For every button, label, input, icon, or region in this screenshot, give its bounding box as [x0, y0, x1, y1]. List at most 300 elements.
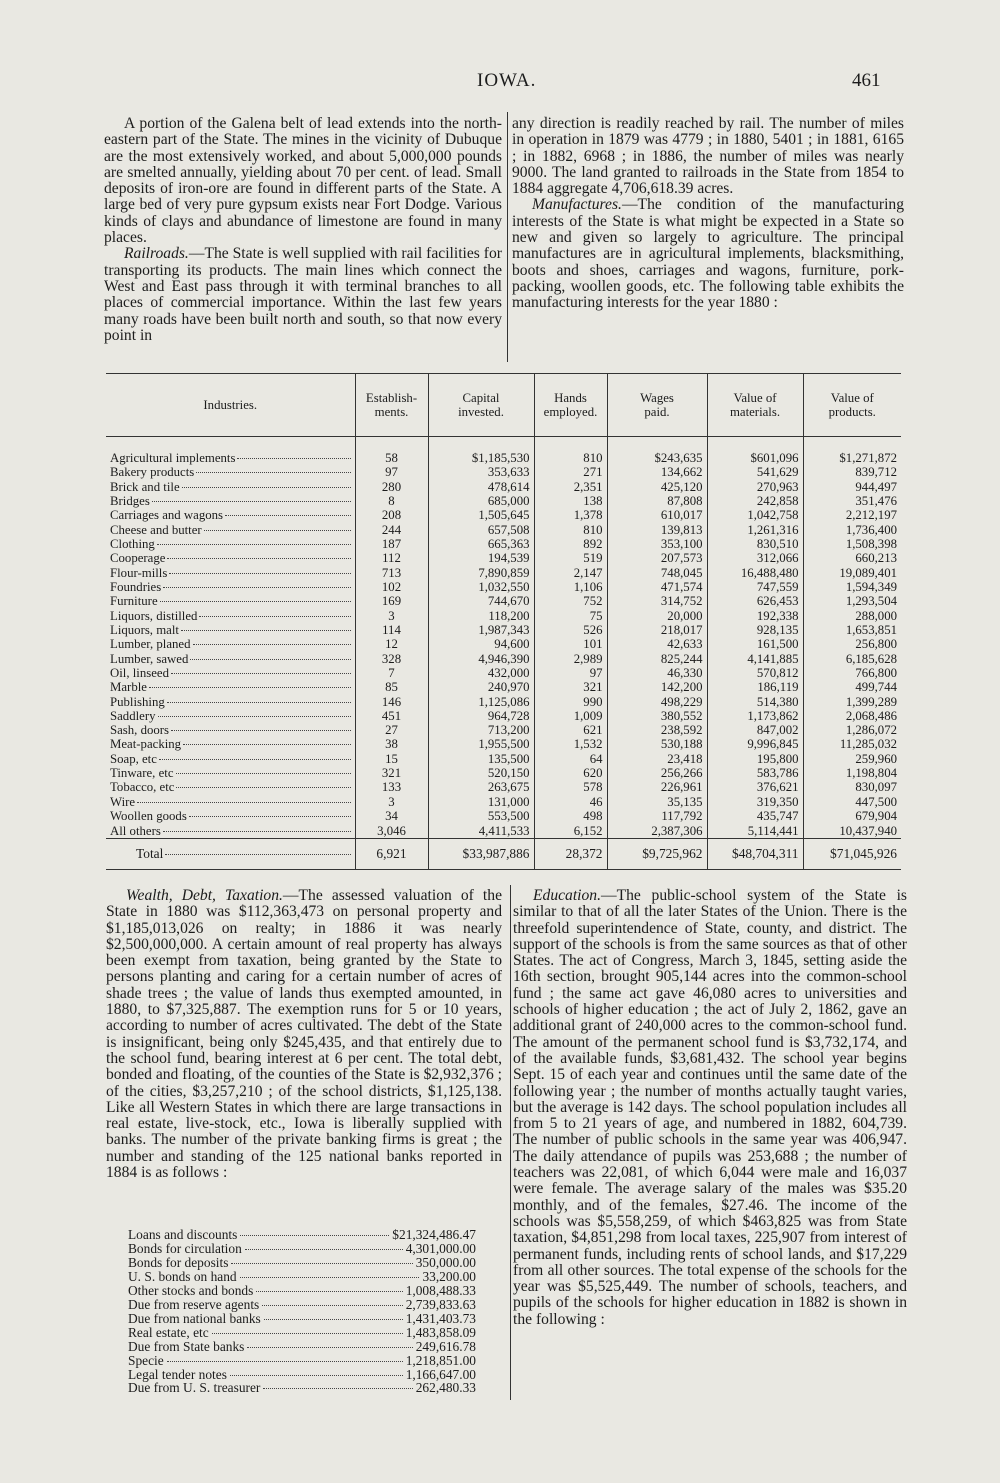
value-cell: 146 — [355, 695, 428, 709]
running-title: IOWA. — [477, 70, 537, 91]
table-row — [106, 795, 901, 809]
industry-name: Agricultural implements — [110, 452, 351, 465]
value-cell: 270,963 — [707, 480, 803, 494]
industry-name: Liquors, distilled — [110, 610, 351, 623]
value-cell: 6,185,628 — [803, 652, 901, 666]
table-row — [106, 508, 901, 522]
value-cell: 752 — [534, 594, 607, 608]
education-text: —The public-school system of the State is similar to that of all the later States of the Union. There is the threefold superintendence of State, county, and district. The support of the schools is from the same sources as that of other States. The act of Congress, March 3, 1845, setting aside the 16th section, brought 905,144 acres into the common-school fund ; the same act gave 46,080 acres to universities and schools of higher education ; the act of July 2, 1862, gave an additional grant of 240,000 acres to the common-school fund. The amount of the permanent school fund is $3,732,174, and of the available funds, $3,681,432. The school year begins Sept. 15 of each year and continues until the same date of the following year ; the number of months actually taught varies, but the average is 142 days. The school population includes all from 5 to 21 years of age, and numbered in 1882, 604,739. The number of public schools in the same year was 406,947. The daily attendance of pupils was 253,688 ; the number of teachers was 22,081, of which 6,044 were male and 16,037 were female. The average salary of the males was $35.20 monthly, and of the females, $27.46. The income of the schools was $5,558,259, of which $463,825 was from State taxation, $4,851,298 from local taxes, 225,907 from interest of permanent funds, including rents of school lands, and $17,229 from all other sources. The total expense of the schools for the year was $5,525,449. The number of schools, teachers, and pupils of the schools for higher education in 1882 is shown in the following : — [513, 887, 907, 1328]
value-cell: 478,614 — [428, 480, 534, 494]
industry-name: Flour-mills — [110, 567, 351, 580]
value-cell: 1,532 — [534, 738, 607, 752]
value-cell: 187 — [355, 537, 428, 551]
value-cell: 1,505,645 — [428, 508, 534, 522]
manufactures-text: —The condition of the manufacturing interests of the State is what might be expected in a State so new and given so largely to agriculture. The principal manufactures are in agricultural implements, blacksmithing, boots and shoes, carriages and wagons, furniture, pork-packing, woollen goods, etc. The following table exhibits the manufacturing interests for the year 1880 : — [512, 196, 904, 312]
value-cell: 583,786 — [707, 766, 803, 780]
industry-name-cell — [106, 508, 355, 522]
value-cell: 665,363 — [428, 537, 534, 551]
bank-item-label: Due from U. S. treasurer — [128, 1380, 261, 1396]
bank-item-label: Due from State banks — [128, 1338, 245, 1354]
value-cell: 46 — [534, 795, 607, 809]
value-cell: 218,017 — [607, 623, 707, 637]
industry-name-cell — [106, 594, 355, 608]
spacer-cell — [607, 437, 707, 452]
bank-item-amount: 33,200.00 — [422, 1268, 476, 1284]
bank-item-label: Loans and discounts — [128, 1227, 238, 1242]
spacer-cell — [428, 437, 534, 452]
industry-name: Bakery products — [110, 466, 351, 479]
value-cell: 75 — [534, 609, 607, 623]
value-cell: 101 — [534, 637, 607, 651]
table-row — [106, 781, 901, 795]
industry-name-cell — [106, 666, 355, 680]
value-cell: 194,539 — [428, 551, 534, 565]
value-cell: 64 — [534, 752, 607, 766]
value-cell: 314,752 — [607, 594, 707, 608]
education-paragraph — [513, 888, 907, 1328]
value-cell: 20,000 — [607, 609, 707, 623]
value-cell: 435,747 — [707, 809, 803, 823]
value-cell: $601,096 — [707, 451, 803, 465]
value-cell: 928,135 — [707, 623, 803, 637]
value-cell: 1,032,550 — [428, 580, 534, 594]
industry-name-cell — [106, 537, 355, 551]
total-label-cell — [106, 839, 355, 870]
value-cell: $1,185,530 — [428, 451, 534, 465]
value-cell: 578 — [534, 781, 607, 795]
bank-item-amount: 1,166,647.00 — [405, 1366, 476, 1382]
value-cell: 526 — [534, 623, 607, 637]
table-row — [106, 637, 901, 651]
value-cell: 713 — [355, 566, 428, 580]
bank-item-label: Bonds for circulation — [128, 1240, 242, 1256]
industry-name: Cooperage — [110, 552, 351, 565]
bank-item — [128, 1242, 476, 1256]
value-cell: 1,955,500 — [428, 738, 534, 752]
value-cell: 118,200 — [428, 609, 534, 623]
value-cell: 23,418 — [607, 752, 707, 766]
industry-name-cell — [106, 709, 355, 723]
value-cell: 16,488,480 — [707, 566, 803, 580]
value-cell: 8 — [355, 494, 428, 508]
bank-item — [128, 1228, 476, 1242]
industry-name: Wire — [110, 796, 351, 809]
column-header: Establish- ments. — [355, 374, 428, 437]
value-cell: 15 — [355, 752, 428, 766]
value-cell: 3 — [355, 795, 428, 809]
table-total-row — [106, 839, 901, 870]
value-cell: 530,188 — [607, 738, 707, 752]
value-cell: 353,633 — [428, 465, 534, 479]
value-cell: 830,097 — [803, 781, 901, 795]
manufacturing-table — [106, 373, 901, 870]
industry-name-cell — [106, 609, 355, 623]
value-cell: 514,380 — [707, 695, 803, 709]
industry-name-cell — [106, 795, 355, 809]
bank-item-label: Bonds for deposits — [128, 1254, 229, 1270]
value-cell: 35,135 — [607, 795, 707, 809]
value-cell: 11,285,032 — [803, 738, 901, 752]
dot-leader — [167, 1361, 403, 1362]
value-cell: 238,592 — [607, 723, 707, 737]
manufactures-heading: Manufactures. — [532, 196, 622, 214]
bottom-left-column — [106, 888, 502, 1181]
value-cell: 169 — [355, 594, 428, 608]
bank-item-amount: 4,301,000.00 — [405, 1240, 476, 1256]
table-row — [106, 809, 901, 823]
value-cell: 312,066 — [707, 551, 803, 565]
value-cell: 38 — [355, 738, 428, 752]
value-cell: 2,351 — [534, 480, 607, 494]
value-cell: 447,500 — [803, 795, 901, 809]
total-value-cell: $33,987,886 — [428, 839, 534, 870]
industry-name: Sash, doors — [110, 724, 351, 737]
column-divider-bottom — [510, 885, 511, 1400]
page-header — [0, 70, 1000, 94]
value-cell: 2,212,197 — [803, 508, 901, 522]
industry-name: Woollen goods — [110, 810, 351, 823]
value-cell: 685,000 — [428, 494, 534, 508]
industry-name: Soap, etc — [110, 753, 351, 766]
dot-leader — [212, 1333, 403, 1334]
railroads-paragraph — [104, 246, 502, 344]
industry-name: Oil, linseed — [110, 667, 351, 680]
value-cell: 620 — [534, 766, 607, 780]
table-header-row — [106, 374, 901, 437]
value-cell: 432,000 — [428, 666, 534, 680]
value-cell: 1,508,398 — [803, 537, 901, 551]
industry-name-cell — [106, 695, 355, 709]
value-cell: 498 — [534, 809, 607, 823]
industry-name-cell — [106, 465, 355, 479]
value-cell: 1,042,758 — [707, 508, 803, 522]
value-cell: 117,792 — [607, 809, 707, 823]
table-row — [106, 465, 901, 479]
table-row — [106, 824, 901, 839]
railroads-text: —The State is well supplied with rail facilities for transporting its products. The main lines which connect the West and East pass through it with terminal branches to all places of commercial importance. Within the last few years many roads have been built north and south, so that now every point in — [104, 245, 502, 344]
value-cell: 892 — [534, 537, 607, 551]
value-cell: 541,629 — [707, 465, 803, 479]
column-header: Capital invested. — [428, 374, 534, 437]
industry-name-cell — [106, 752, 355, 766]
value-cell: 3 — [355, 609, 428, 623]
dot-leader — [240, 1235, 389, 1236]
value-cell: 192,338 — [707, 609, 803, 623]
bank-item-amount: 249,616.78 — [415, 1338, 476, 1354]
bank-item-label: U. S. bonds on hand — [128, 1268, 237, 1284]
industry-name: Carriages and wagons — [110, 509, 351, 522]
bank-item-amount: 350,000.00 — [415, 1254, 476, 1270]
value-cell: 610,017 — [607, 508, 707, 522]
spacer-cell — [534, 437, 607, 452]
wealth-paragraph — [106, 888, 502, 1181]
table-row — [106, 594, 901, 608]
industry-name-cell — [106, 809, 355, 823]
value-cell: 19,089,401 — [803, 566, 901, 580]
industry-name-cell — [106, 766, 355, 780]
value-cell: 425,120 — [607, 480, 707, 494]
value-cell: 380,552 — [607, 709, 707, 723]
value-cell: 256,800 — [803, 637, 901, 651]
industry-name-cell — [106, 652, 355, 666]
railroads-heading: Railroads. — [124, 245, 189, 263]
table-row — [106, 451, 901, 465]
value-cell: 226,961 — [607, 781, 707, 795]
value-cell: 1,286,072 — [803, 723, 901, 737]
value-cell: 240,970 — [428, 680, 534, 694]
value-cell: 6,152 — [534, 824, 607, 839]
table-row — [106, 523, 901, 537]
table-row — [106, 766, 901, 780]
value-cell: 748,045 — [607, 566, 707, 580]
bank-item — [128, 1270, 476, 1284]
bank-item-label: Specie — [128, 1352, 164, 1368]
value-cell: 7,890,859 — [428, 566, 534, 580]
value-cell: 810 — [534, 451, 607, 465]
value-cell: 4,141,885 — [707, 652, 803, 666]
bank-item — [128, 1284, 476, 1298]
value-cell: 1,378 — [534, 508, 607, 522]
table-row — [106, 623, 901, 637]
table-row — [106, 652, 901, 666]
value-cell: 280 — [355, 480, 428, 494]
value-cell: 847,002 — [707, 723, 803, 737]
value-cell: 657,508 — [428, 523, 534, 537]
value-cell: 2,387,306 — [607, 824, 707, 839]
manufactures-paragraph — [512, 197, 904, 311]
industry-name: Furniture — [110, 595, 351, 608]
industry-name-cell — [106, 494, 355, 508]
value-cell: 134,662 — [607, 465, 707, 479]
value-cell: 1,198,804 — [803, 766, 901, 780]
value-cell: 7 — [355, 666, 428, 680]
value-cell: 288,000 — [803, 609, 901, 623]
industry-name: Liquors, malt — [110, 624, 351, 637]
value-cell: 256,266 — [607, 766, 707, 780]
value-cell: 97 — [355, 465, 428, 479]
value-cell: 660,213 — [803, 551, 901, 565]
value-cell: 553,500 — [428, 809, 534, 823]
value-cell: 376,621 — [707, 781, 803, 795]
table-spacer-row — [106, 437, 901, 452]
value-cell: 2,989 — [534, 652, 607, 666]
dot-leader — [231, 1263, 412, 1264]
bank-item — [128, 1256, 476, 1270]
education-heading: Education. — [533, 887, 601, 904]
value-cell: 520,150 — [428, 766, 534, 780]
industry-name-cell — [106, 480, 355, 494]
value-cell: 319,350 — [707, 795, 803, 809]
industry-name-cell — [106, 680, 355, 694]
industry-name: Clothing — [110, 538, 351, 551]
value-cell: 139,813 — [607, 523, 707, 537]
spacer-cell — [355, 437, 428, 452]
industry-name-cell — [106, 781, 355, 795]
total-value-cell: $48,704,311 — [707, 839, 803, 870]
value-cell: 471,574 — [607, 580, 707, 594]
column-header: Value of materials. — [707, 374, 803, 437]
spacer-cell — [707, 437, 803, 452]
railroads-continued-paragraph: any direction is readily reached by rail. The number of miles in operation in 1879 was 4779 ; in 1880, 5401 ; in 1881, 6165 ; in 1882, 6968 ; in 1886, the number of miles was nearly 9000. The land granted to railroads in the State from 1854 to 1884 aggregate 4,706,618.39 acres. — [512, 115, 904, 198]
value-cell: 244 — [355, 523, 428, 537]
value-cell: 161,500 — [707, 637, 803, 651]
table-row — [106, 566, 901, 580]
industry-name: Tinware, etc — [110, 767, 351, 780]
table-row — [106, 709, 901, 723]
value-cell: 944,497 — [803, 480, 901, 494]
spacer-cell — [106, 437, 355, 452]
value-cell: 621 — [534, 723, 607, 737]
bank-item — [128, 1312, 476, 1326]
value-cell: 570,812 — [707, 666, 803, 680]
industry-name-cell — [106, 738, 355, 752]
industry-name-cell — [106, 723, 355, 737]
value-cell: 131,000 — [428, 795, 534, 809]
value-cell: 259,960 — [803, 752, 901, 766]
value-cell: 351,476 — [803, 494, 901, 508]
dot-leader — [240, 1277, 420, 1278]
value-cell: 85 — [355, 680, 428, 694]
value-cell: 3,046 — [355, 824, 428, 839]
dot-leader — [256, 1291, 402, 1292]
value-cell: 97 — [534, 666, 607, 680]
bank-item-amount: 1,483,858.09 — [405, 1324, 476, 1340]
value-cell: 1,125,086 — [428, 695, 534, 709]
industry-name-cell — [106, 637, 355, 651]
value-cell: 112 — [355, 551, 428, 565]
value-cell: 138 — [534, 494, 607, 508]
value-cell: $243,635 — [607, 451, 707, 465]
industry-name: Publishing — [110, 696, 351, 709]
bank-item-amount: 1,008,488.33 — [405, 1282, 476, 1298]
table-row — [106, 580, 901, 594]
value-cell: 1,653,851 — [803, 623, 901, 637]
value-cell: 2,147 — [534, 566, 607, 580]
table-row — [106, 723, 901, 737]
value-cell: 353,100 — [607, 537, 707, 551]
industry-name-cell — [106, 566, 355, 580]
industry-name-cell — [106, 580, 355, 594]
value-cell: 2,068,486 — [803, 709, 901, 723]
dot-leader — [264, 1319, 403, 1320]
bank-item-label: Other stocks and bonds — [128, 1282, 254, 1298]
value-cell: 766,800 — [803, 666, 901, 680]
industry-name: Foundries — [110, 581, 351, 594]
table-row — [106, 551, 901, 565]
table-row — [106, 480, 901, 494]
industry-name: Lumber, planed — [110, 638, 351, 651]
total-value-cell: 6,921 — [355, 839, 428, 870]
dot-leader — [230, 1375, 403, 1376]
value-cell: 830,510 — [707, 537, 803, 551]
value-cell: 102 — [355, 580, 428, 594]
value-cell: 142,200 — [607, 680, 707, 694]
value-cell: 87,808 — [607, 494, 707, 508]
table-row — [106, 680, 901, 694]
column-header: Value of products. — [803, 374, 901, 437]
value-cell: 10,437,940 — [803, 824, 901, 839]
table-row — [106, 752, 901, 766]
value-cell: 1,987,343 — [428, 623, 534, 637]
industry-name-cell — [106, 623, 355, 637]
value-cell: 1,594,349 — [803, 580, 901, 594]
value-cell: 9,996,845 — [707, 738, 803, 752]
value-cell: 1,736,400 — [803, 523, 901, 537]
dot-leader — [247, 1347, 412, 1348]
bank-item-label: Due from national banks — [128, 1310, 261, 1326]
industry-name: Marble — [110, 681, 351, 694]
value-cell: 208 — [355, 508, 428, 522]
industry-name: Lumber, sawed — [110, 653, 351, 666]
bank-item — [128, 1368, 476, 1382]
value-cell: 451 — [355, 709, 428, 723]
value-cell: 1,173,862 — [707, 709, 803, 723]
bank-item-label: Real estate, etc — [128, 1324, 209, 1340]
spacer-cell — [803, 437, 901, 452]
table-row — [106, 494, 901, 508]
industry-name-cell — [106, 551, 355, 565]
value-cell: 242,858 — [707, 494, 803, 508]
wealth-heading: Wealth, Debt, Taxation. — [126, 887, 283, 904]
bank-item-amount: 1,218,851.00 — [405, 1352, 476, 1368]
value-cell: 498,229 — [607, 695, 707, 709]
value-cell: 58 — [355, 451, 428, 465]
value-cell: 271 — [534, 465, 607, 479]
value-cell: 5,114,441 — [707, 824, 803, 839]
value-cell: 4,946,390 — [428, 652, 534, 666]
page-number: 461 — [852, 70, 881, 91]
value-cell: 207,573 — [607, 551, 707, 565]
value-cell: 321 — [534, 680, 607, 694]
bank-item-amount: 2,739,833.63 — [405, 1296, 476, 1312]
value-cell: 825,244 — [607, 652, 707, 666]
dot-leader — [263, 1388, 412, 1389]
industry-name: Meat-packing — [110, 738, 351, 751]
value-cell: 321 — [355, 766, 428, 780]
industry-name-cell — [106, 451, 355, 465]
value-cell: 964,728 — [428, 709, 534, 723]
value-cell: 94,600 — [428, 637, 534, 651]
dot-leader — [245, 1249, 403, 1250]
bank-item — [128, 1381, 476, 1395]
industry-name: Brick and tile — [110, 481, 351, 494]
column-header: Hands employed. — [534, 374, 607, 437]
table-row — [106, 537, 901, 551]
bank-item-label: Legal tender notes — [128, 1366, 227, 1382]
value-cell: 679,904 — [803, 809, 901, 823]
bank-item-amount: $21,324,486.47 — [392, 1227, 476, 1242]
table-row — [106, 609, 901, 623]
bottom-right-column — [513, 888, 907, 1328]
national-banks-list — [128, 1228, 476, 1395]
value-cell: 12 — [355, 637, 428, 651]
value-cell: 135,500 — [428, 752, 534, 766]
column-header: Industries. — [106, 374, 355, 437]
column-header: Wages paid. — [607, 374, 707, 437]
industry-name: Bridges — [110, 495, 351, 508]
value-cell: 713,200 — [428, 723, 534, 737]
bank-item — [128, 1340, 476, 1354]
bank-item-amount: 1,431,403.73 — [405, 1310, 476, 1326]
bank-item — [128, 1298, 476, 1312]
dot-leader — [262, 1305, 402, 1306]
value-cell: 626,453 — [707, 594, 803, 608]
table-row — [106, 738, 901, 752]
value-cell: 27 — [355, 723, 428, 737]
table-body — [106, 437, 901, 870]
value-cell: 114 — [355, 623, 428, 637]
total-value-cell: $71,045,926 — [803, 839, 901, 870]
